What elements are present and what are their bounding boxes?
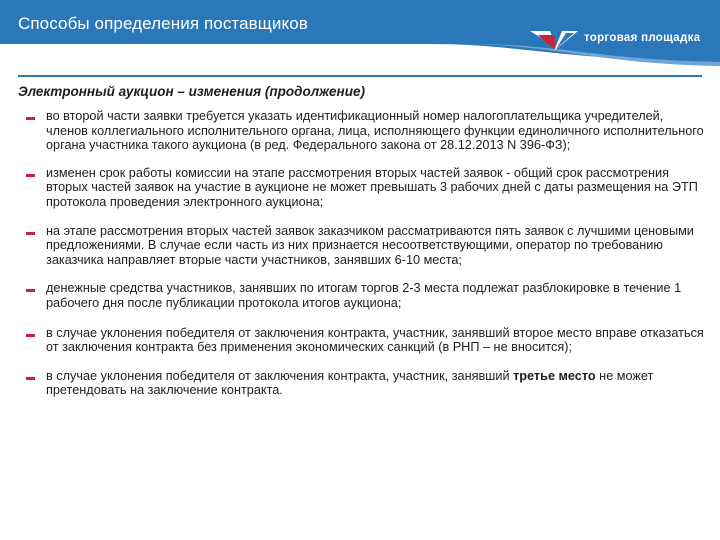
list-item-text-prefix: в случае уклонения победителя от заключения контракта, участник, занявший	[46, 368, 514, 383]
logo-text: торговая площадка	[584, 32, 701, 44]
section-subtitle: Электронный аукцион – изменения (продолжение)	[18, 84, 365, 99]
list-item	[24, 326, 708, 355]
list-item	[24, 369, 708, 398]
bullet-icon	[26, 334, 35, 337]
page-title: Способы определения поставщиков	[18, 14, 308, 33]
list-item-text: изменен срок работы комиссии на этапе рассмотрения вторых частей заявок - общий срок рассмотрения вторых частей заявок на участие в аукционе не может превышать 3 рабочих дней с даты размещения на ЭТП протокола проведения электронного аукциона;	[46, 165, 698, 209]
list-item-text: денежные средства участников, занявших по итогам торгов 2-3 места подлежат разблокировке в течение 1 рабочего дня после публикации протокола итогов аукциона;	[46, 281, 682, 310]
list-item-text: в случае уклонения победителя от заключения контракта, участник, занявший второе место вправе отказаться от заключения контракта без применения экономических санкций (в РНП – не вносится);	[46, 325, 704, 355]
bullet-icon	[26, 289, 35, 292]
changes-list	[24, 109, 708, 398]
list-item-text: во второй части заявки требуется указать идентификационный номер налогоплательщика учредителей, членов коллегиального исполнительного органа, лица, исполняющего функции единоличного исполнительного органа участника такого аукциона (в ред. Федерального закона от 28.12.2013 N 396-ФЗ);	[46, 109, 704, 153]
list-item-emphasis: третье место	[513, 368, 596, 383]
trading-platform-logo-icon	[528, 25, 713, 65]
bullet-icon	[26, 377, 35, 380]
header-divider	[18, 75, 702, 77]
list-item	[24, 109, 708, 153]
list-item	[24, 281, 708, 310]
bullet-icon	[26, 174, 35, 177]
bullet-icon	[26, 232, 35, 235]
list-item	[24, 166, 708, 210]
list-item	[24, 224, 708, 268]
list-item-text: на этапе рассмотрения вторых частей заявок заказчиком рассматриваются пять заявок с лучшими ценовыми предложениями. В случае если часть из них признается несоответствующими, оператор по требованию заказчика направляет вторые части участников, занявших 6-10 места;	[46, 223, 694, 267]
bullet-icon	[26, 117, 35, 120]
list-item-text-suffix: не может претендовать на заключение контракта.	[46, 368, 654, 398]
